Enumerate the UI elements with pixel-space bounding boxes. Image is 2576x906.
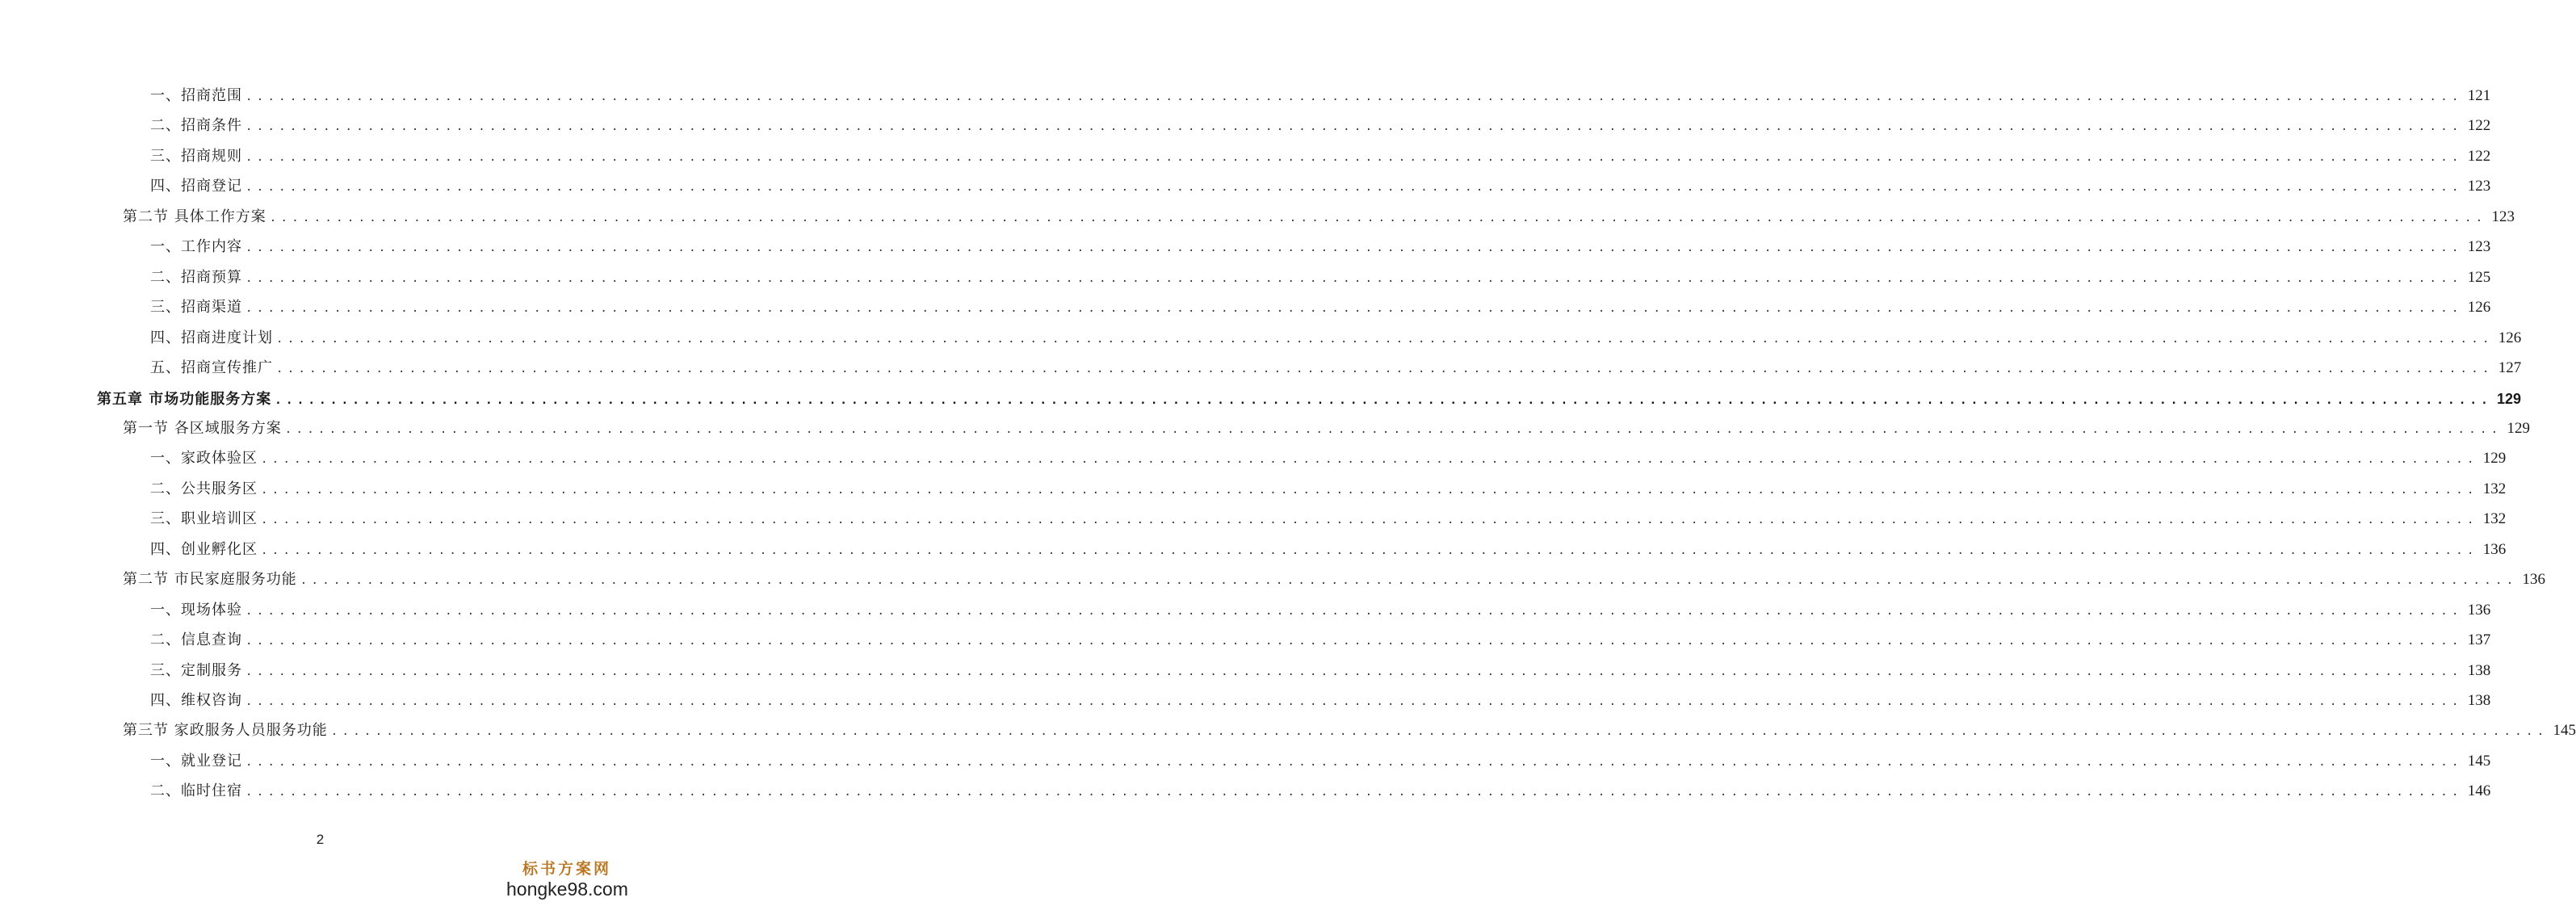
toc-entry-page-number: 126 [2467,299,2491,317]
toc-dot-leader: ........................................................................................................................................................................................................ [330,725,2549,739]
toc-dot-leader: ........................................................................................................................................................................................................ [245,90,2463,103]
toc-dot-leader: ........................................................................................................................................................................................................ [245,635,2463,648]
toc-dot-leader: ........................................................................................................................................................................................................ [245,150,2463,164]
toc-entry-page-number: 121 [2467,87,2491,104]
toc-entry-page-number: 123 [2467,178,2491,195]
toc-entry-title: 四、招商登记 [150,178,242,195]
toc-item-entry[interactable] [150,326,2522,350]
toc-section-entry[interactable] [123,568,2545,592]
toc-item-entry[interactable] [150,477,2507,501]
toc-dot-leader: ........................................................................................................................................................................................................ [245,786,2463,799]
toc-entry-page-number: 126 [2498,329,2522,346]
toc-dot-leader: ........................................................................................................................................................................................................ [276,332,2494,346]
toc-dot-leader: ........................................................................................................................................................................................................ [245,665,2463,678]
toc-dot-leader: ........................................................................................................................................................................................................ [245,120,2463,134]
toc-entry-page-number: 125 [2467,268,2491,286]
toc-item-entry[interactable] [150,447,2507,471]
toc-entry-page-number: 123 [2467,238,2491,256]
toc-entry-title: 四、招商进度计划 [150,329,273,346]
toc-entry-page-number: 129 [2482,450,2507,468]
toc-entry-title: 五、招商宣传推广 [150,359,273,377]
toc-chapter-entry[interactable] [97,387,2522,411]
watermark [506,859,627,900]
toc-dot-leader: ........................................................................................................................................................................................................ [245,604,2463,618]
toc-entry-title: 四、维权咨询 [150,692,242,709]
toc-entry-title: 二、临时住宿 [150,782,242,800]
toc-item-entry[interactable] [150,145,2491,169]
toc-entry-page-number: 136 [2522,571,2545,589]
toc-entry-page-number: 146 [2467,782,2491,800]
toc-item-entry[interactable] [150,296,2491,320]
toc-entry-page-number: 138 [2467,692,2491,709]
toc-dot-leader: ........................................................................................................................................................................................................ [300,574,2518,588]
toc-entry-page-number: 129 [2497,390,2522,407]
toc-item-entry[interactable] [150,659,2491,683]
toc-entry-title: 三、职业培训区 [150,510,258,528]
toc-dot-leader: ........................................................................................................................................................................................................ [261,543,2478,557]
toc-entry-title: 一、就业登记 [150,752,242,770]
toc-entry-page-number: 136 [2467,601,2491,619]
toc-entry-page-number: 123 [2491,208,2515,225]
toc-entry-page-number: 138 [2467,661,2491,679]
toc-entry-page-number: 127 [2498,359,2522,377]
toc-dot-leader: ........................................................................................................................................................................................................ [261,453,2478,467]
toc-item-entry[interactable] [150,779,2491,803]
toc-dot-leader: ........................................................................................................................................................................................................ [245,181,2463,195]
toc-dot-leader: ........................................................................................................................................................................................................ [269,211,2487,224]
toc-section-entry[interactable] [123,417,2530,441]
watermark-site-name: 标书方案网 [522,860,611,878]
toc-dot-leader: ........................................................................................................................................................................................................ [245,241,2463,255]
toc-entry-page-number: 145 [2467,752,2491,770]
toc-entry-title: 三、招商规则 [150,147,242,165]
watermark-url: hongke98.com [506,879,628,900]
toc-entry-page-number: 122 [2467,147,2491,165]
page-number: 2 [316,832,325,847]
toc-entry-title: 第五章 市场功能服务方案 [97,390,272,408]
toc-dot-leader: ........................................................................................................................................................................................................ [275,393,2493,407]
toc-item-entry[interactable] [150,356,2522,380]
toc-entry-title: 二、招商预算 [150,268,242,286]
toc-entry-page-number: 145 [2553,722,2576,740]
toc-entry-title: 三、定制服务 [150,661,242,679]
toc-dot-leader: ........................................................................................................................................................................................................ [261,514,2478,527]
toc-entry-page-number: 129 [2507,419,2530,437]
toc-item-entry[interactable] [150,507,2507,531]
toc-entry-title: 一、招商范围 [150,87,242,104]
toc-item-entry[interactable] [150,84,2491,108]
toc-dot-leader: ........................................................................................................................................................................................................ [284,422,2503,436]
toc-item-entry[interactable] [150,749,2491,774]
toc-item-entry[interactable] [150,538,2507,562]
toc-item-entry[interactable] [150,114,2491,138]
toc-entry-page-number: 136 [2482,540,2507,558]
toc-entry-title: 二、招商条件 [150,117,242,135]
toc-dot-leader: ........................................................................................................................................................................................................ [245,271,2463,285]
toc-entry-title: 二、公共服务区 [150,480,258,497]
toc-dot-leader: ........................................................................................................................................................................................................ [276,363,2494,376]
toc-entry-title: 第一节 各区域服务方案 [123,419,282,437]
toc-entry-title: 一、家政体验区 [150,450,258,468]
toc-item-entry[interactable] [150,689,2491,713]
toc-entry-title: 一、工作内容 [150,238,242,256]
toc-item-entry[interactable] [150,628,2491,652]
toc-section-entry[interactable] [123,719,2576,743]
toc-entry-title: 二、信息查询 [150,631,242,649]
toc-entry-page-number: 132 [2482,480,2507,497]
toc-entry-title: 三、招商渠道 [150,299,242,317]
toc-item-entry[interactable] [150,174,2491,199]
toc-dot-leader: ........................................................................................................................................................................................................ [245,755,2463,769]
toc-dot-leader: ........................................................................................................................................................................................................ [245,695,2463,708]
toc-entry-title: 一、现场体验 [150,601,242,619]
toc-dot-leader: ........................................................................................................................................................................................................ [245,302,2463,316]
toc-entry-title: 四、创业孵化区 [150,540,258,558]
toc-item-entry[interactable] [150,235,2491,259]
toc-entry-page-number: 137 [2467,631,2491,649]
toc-dot-leader: ........................................................................................................................................................................................................ [261,483,2478,497]
toc-entry-title: 第二节 市民家庭服务功能 [123,571,297,589]
toc-entry-page-number: 122 [2467,117,2491,135]
toc-item-entry[interactable] [150,598,2491,623]
toc-entry-title: 第三节 家政服务人员服务功能 [123,722,328,740]
toc-entry-page-number: 132 [2482,510,2507,528]
toc-entry-title: 第二节 具体工作方案 [123,208,266,225]
toc-section-entry[interactable] [123,205,2515,229]
toc-item-entry[interactable] [150,266,2491,290]
